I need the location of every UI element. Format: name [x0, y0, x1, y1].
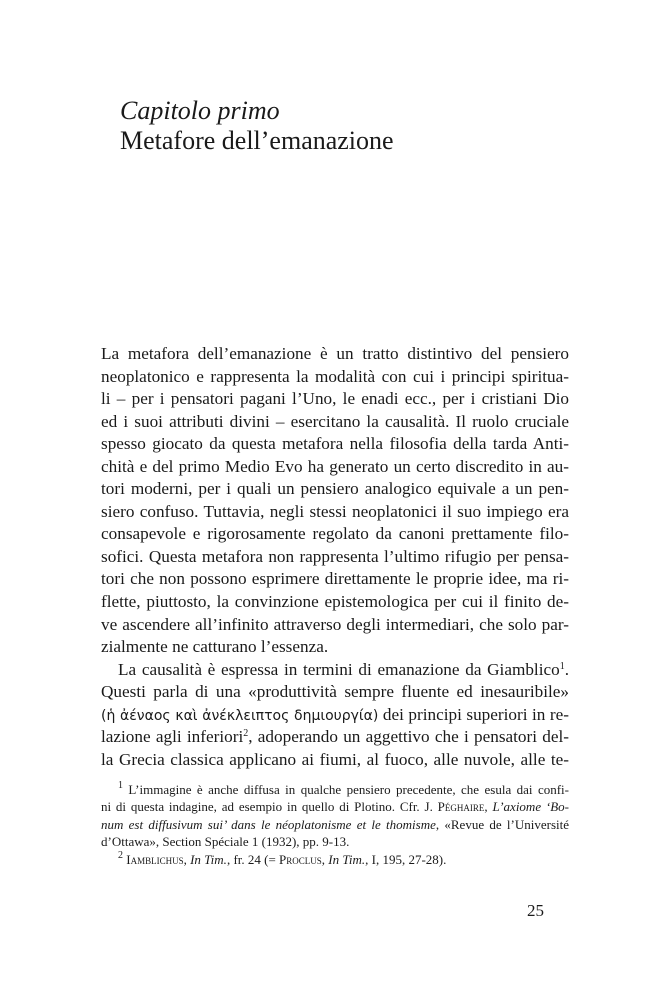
footnote-ref-1[interactable]: 1 — [559, 660, 565, 672]
text-line — [101, 726, 569, 749]
text-segment: dei principi superiori in re- — [378, 704, 569, 724]
work-title: num est diffusivum sui’ dans le néoplatonisme et le thomisme — [101, 816, 436, 832]
footnote-2 — [101, 851, 569, 868]
footnote-text: , — [484, 799, 493, 815]
chapter-label: Capitolo primo — [120, 96, 280, 125]
footnote-text: , fr. 24 (= — [226, 851, 280, 867]
footnote-1 — [101, 781, 569, 798]
footnote-text: , I, 195, 27-28). — [365, 851, 447, 867]
work-title: In Tim. — [328, 851, 366, 867]
footnotes — [101, 781, 569, 868]
text-segment: , adoperando un aggettivo che i pensatori del- — [248, 727, 569, 747]
text-line: ve ascendere all’infinito attraverso degli intermediari, che solo par- — [101, 614, 569, 634]
text-line: neoplatonico e rappresenta la modalità con cui i principi spiritua- — [101, 366, 569, 386]
text-line: la Grecia classica applicano ai fiumi, al fuoco, alle nuvole, alle te- — [101, 749, 569, 769]
footnote-text: , «Revue de l’Université — [435, 816, 569, 832]
footnote-text: , — [183, 851, 191, 867]
body-text — [101, 343, 569, 771]
text-line: tori che non possono esprimere direttamente le proprie idee, ma ri- — [101, 569, 569, 589]
page-number: 25 — [527, 901, 544, 920]
work-title: In Tim. — [190, 851, 227, 867]
footnote-line — [101, 798, 569, 815]
text-line: sofici. Questa metafora non rappresenta l’ultimo rifugio per pensa- — [101, 546, 569, 566]
author-name: Iamblichus — [126, 851, 184, 867]
footnote-number: 1 — [118, 780, 123, 791]
text-line: tori moderni, per i quali un pensiero analogico equivale a un pen- — [101, 479, 569, 499]
text-line: siero confuso. Tuttavia, negli stessi neoplatonici il suo impiego era — [101, 501, 569, 521]
footnote-line: d’Ottawa», Section Spéciale 1 (1932), pp. 9-13. — [101, 834, 350, 850]
text-segment: lazione agli inferiori — [101, 727, 244, 747]
work-title: L’axiome ‘Bo- — [492, 799, 570, 815]
text-line: flette, piuttosto, la convinzione epistemologica per cui il finito de- — [101, 592, 569, 612]
footnote-text: L’immagine è anche diffusa in qualche pensiero precedente, che esula dai confi- — [123, 782, 569, 797]
footnote-text: , — [321, 851, 329, 867]
footnote-number: 2 — [118, 849, 123, 861]
footnote-line — [101, 816, 569, 833]
author-name: Péghaire — [437, 799, 485, 815]
text-segment: La causalità è espressa in termini di emanazione da Giamblico — [118, 659, 560, 679]
text-line: La metafora dell’emanazione è un tratto distintivo del pensiero — [101, 344, 569, 363]
chapter-title: Metafore dell’emanazione — [120, 126, 394, 155]
footnote-text: ni di questa indagine, ad esempio in quello di Plotino. Cfr. J. — [101, 799, 438, 815]
text-line: spesso giocato da questa metafora nella filosofia della tarda Anti- — [101, 434, 569, 454]
text-line: ed i suoi attributi divini – esercitano la causalità. Il ruolo cruciale — [101, 411, 569, 431]
text-line — [101, 659, 569, 682]
text-segment: . — [564, 659, 569, 679]
author-name: Proclus — [279, 851, 322, 867]
text-line: consapevole e rigorosamente regolato da canoni prettamente filo- — [101, 524, 569, 544]
greek-quote: (ἡ ἀέναος καὶ ἀνέκλειπτος δημιουργία) — [101, 707, 379, 724]
text-line: chità e del primo Medio Evo ha generato un certo discredito in au- — [101, 456, 569, 476]
text-line: Questi parla di una «produttività sempre fluente ed inesauribile» — [101, 682, 569, 702]
footnote-ref-2[interactable]: 2 — [243, 728, 249, 740]
text-line — [101, 704, 569, 727]
chapter-header — [120, 96, 394, 156]
text-line: li – per i pensatori pagani l’Uno, le enadi ecc., per i cristiani Dio — [101, 389, 569, 409]
text-line: zialmente ne catturano l’essenza. — [101, 637, 329, 657]
